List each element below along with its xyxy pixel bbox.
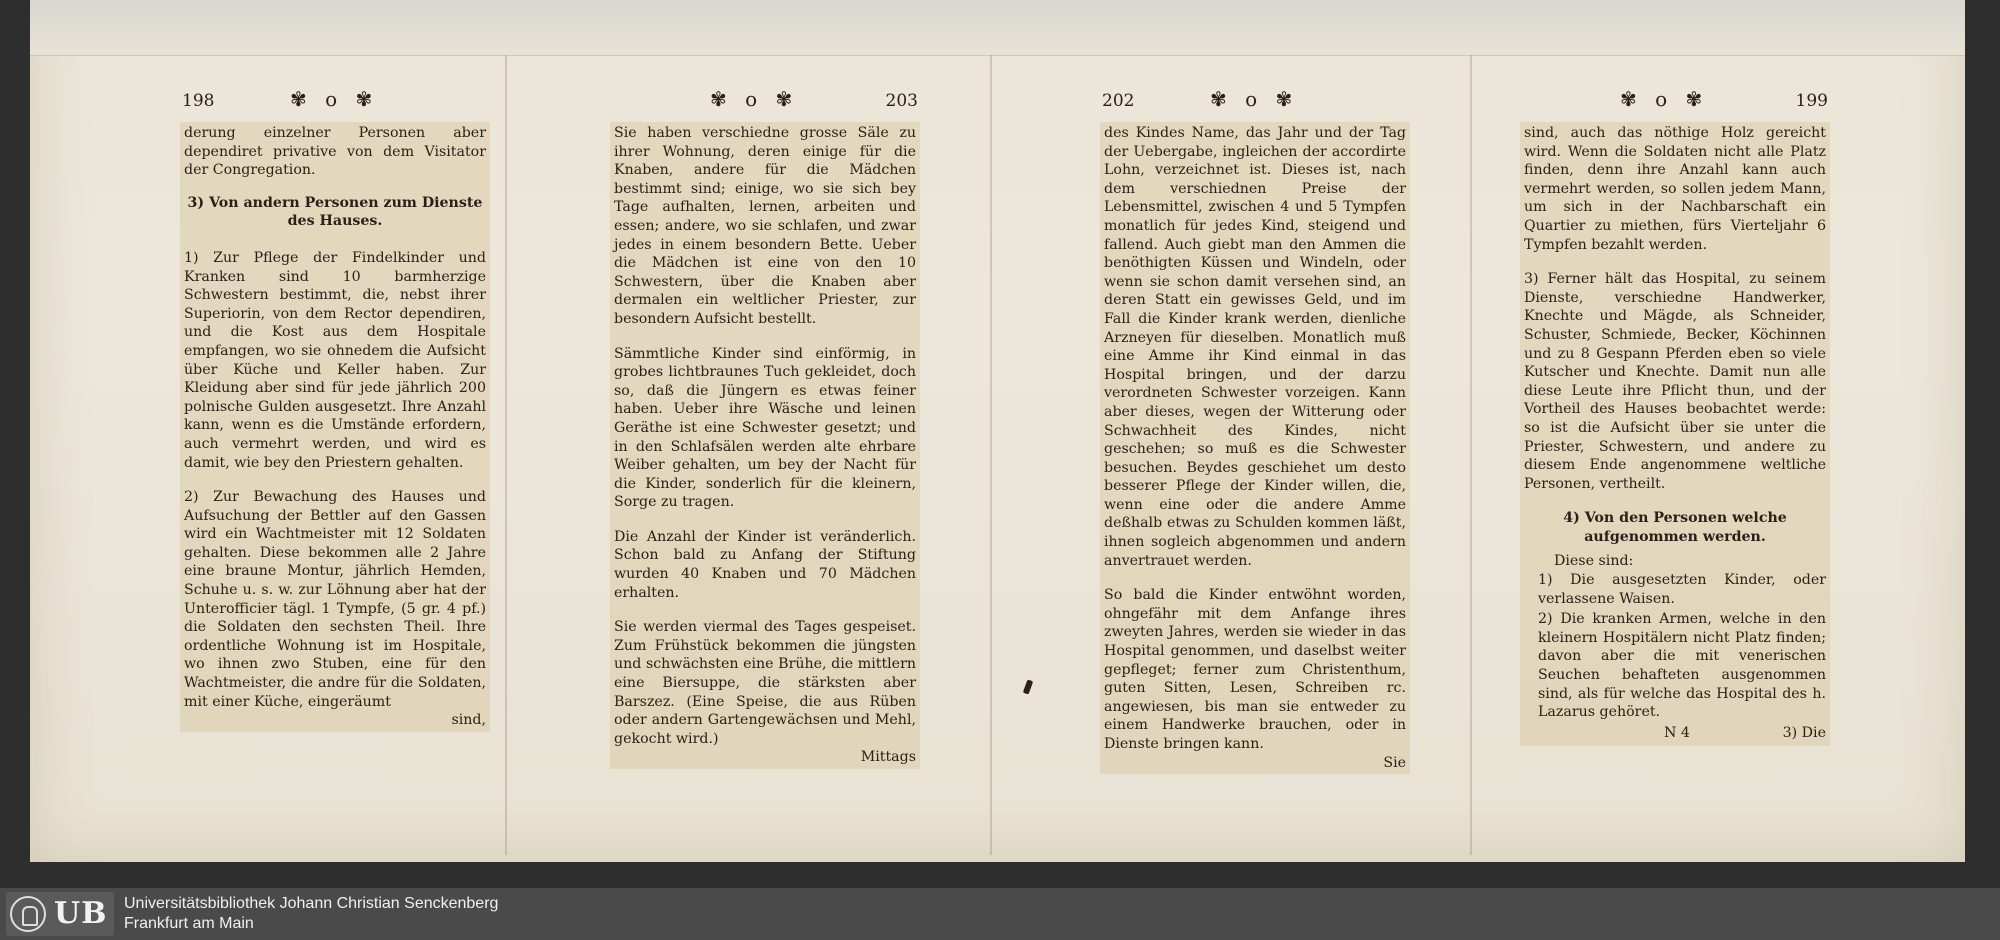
page-202 — [1100, 87, 1410, 774]
paragraph: So bald die Kinder entwöhnt worden, ohngefähr mit dem Anfange ihres zweyten Jahres, werden sie wieder in das Hospital genommen, und daselbst weiter gepfleget; ferner zum Christenthum, guten Sitten, Lesen, Schreiben rc. angewiesen, bis man sie entweder zu einem Handwerke brauchen, oder in Dienste bringen kann. — [1104, 587, 1406, 752]
paragraph: 3) Ferner hält das Hospital, zu seinem Dienste, verschiedne Handwerker, Knechte und Mägde, als Schneider, Schuster, Schmiede, Becker, Köchinnen und zu 8 Gespann Pferden eben so viele Kutscher und Knechte. Damit nun alle diese Leute ihre Pflicht thun, und der Vortheil des Hauses beobachtet werde: so ist die Aufsicht über sie unter die Priester, Schwestern, und andere zu diesem Ende angenommene weltliche Personen, vertheilt. — [1524, 271, 1826, 492]
sheet-top-strip — [30, 0, 1965, 56]
institution-info — [124, 894, 498, 934]
paragraph: Sie haben verschiedne grosse Säle zu ihrer Wohnung, deren einige für die Knaben, andere für die Mädchen bestimmt sind; einige, wo sie sich bey Tage aufhalten, lernen, arbeiten und essen; andere, wo sie schlafen, und zwar jedes in einem besondern Bette. Ueber die Mädchen ist eine von den 10 Schwestern, über die Knaben aber dermalen ein weltlicher Priester, zur besondern Aufsicht bestellt. — [614, 125, 916, 327]
logo-text: UB — [54, 896, 108, 931]
catchword: 3) Die — [1782, 724, 1826, 741]
list-item: 1) Die ausgesetzten Kinder, oder verlassene Waisen. — [1538, 572, 1826, 607]
page-header — [1100, 87, 1410, 116]
library-logo[interactable] — [6, 892, 114, 936]
page-198 — [180, 87, 490, 732]
page-header — [180, 87, 490, 116]
fold-line — [505, 55, 507, 855]
list — [1538, 571, 1826, 722]
signature-mark: N 4 — [1664, 724, 1690, 741]
page-203 — [610, 87, 920, 769]
section-heading: 3) Von andern Personen zum Dienste des Hauses. — [187, 194, 483, 230]
ornament-icon: ✾ o ✾ — [710, 87, 799, 111]
text-block — [180, 122, 490, 732]
paragraph: 2) Zur Bewachung des Hauses und Aufsuchung der Bettler auf den Gassen wird ein Wachtmeister mit 12 Soldaten gehalten. Diese bekommen alle 2 Jahre eine braune Montur, jährlich Hemden, Schuhe u. s. w. zur Löhnung aber hat der Unterofficier tägl. 1 Tympfe, (5 gr. 4 pf.) die Soldaten den sechsten Theil. Ihre ordentliche Wohnung ist im Hospitale, wo ihnen zwo Stuben, eine für den Wachtmeister, die andre für die Soldaten, mit einer Küche, eingeräumt — [184, 489, 486, 710]
ornament-icon: ✾ o ✾ — [1210, 87, 1299, 111]
catchword: Mittags — [860, 749, 916, 766]
paragraph: sind, auch das nöthige Holz gereicht wird. Wenn die Soldaten nicht alle Platz finden, denn ihre Anzahl kann auch vermehrt werden, so sollen jedem Mann, um sich in der Nachbarschaft ein Quartier zu miethen, fürs Vierteljahr 6 Tympfen bezahlt werden. — [1524, 125, 1826, 253]
institution-city: Frankfurt am Main — [124, 915, 254, 932]
page-number: 203 — [885, 91, 918, 111]
institution-name: Universitätsbibliothek Johann Christian Senckenberg — [124, 895, 499, 912]
ornament-icon: ✾ o ✾ — [290, 87, 379, 111]
page-header — [1520, 87, 1830, 116]
text-block — [610, 122, 920, 769]
seal-icon — [10, 896, 46, 932]
paragraph: Sämmtliche Kinder sind einförmig, in grobes lichtbraunes Tuch gekleidet, doch so, daß die Jüngern es etwas feiner haben. Ueber ihre Wäsche und leinen Geräthe ist eine Schwester gesetzt; und in den Schlafsälen werden alte ehrbare Weiber gehalten, um bey der Nacht für die Kinder, sonderlich für die kleinern, Sorge zu tragen. — [614, 345, 916, 511]
page-number: 198 — [182, 91, 215, 111]
paper-sheet — [30, 0, 1965, 862]
ornament-icon: ✾ o ✾ — [1620, 87, 1709, 111]
paragraph: derung einzelner Personen aber dependiret privative von dem Visitator der Congregation. — [184, 125, 486, 179]
text-block — [1520, 122, 1830, 746]
page-number: 199 — [1795, 91, 1828, 111]
footer-bar — [0, 888, 2000, 940]
paragraph: des Kindes Name, das Jahr und der Tag der Uebergabe, ingleichen der accordirte Lohn, verzeichnet ist. Dieses ist, nach dem verschiednen Preise der Lebensmittel, zwischen 4 und 5 Tympfen monatlich für jedes Kind, steigend und fallend. Auch giebt man den Ammen die benöthigten Küssen und Windeln, oder wenn sie schon damit versehen sind, an deren Statt ein gewisses Geld, und im Fall die Kinder krank werden, dienliche Arzneyen für dieselben. Monatlich muß eine Amme ihr Kind einmal in das Hospital bringen, und der darzu verordneten Schwester vorzeigen. Kann aber dieses, wegen der Witterung oder Schwachheit des Kindes, nicht geschehen; so muß es die Schwester besuchen. Beydes geschiehet um desto besserer Pflege der Kinder willen, die, wenn eine oder die andere Amme deßhalb etwas zu Schulden kommen läßt, ihnen sogleich abgenommen und andern anvertrauet werden. — [1104, 125, 1406, 569]
page-header — [610, 87, 920, 116]
catchword: Sie — [1383, 754, 1406, 771]
page-199 — [1520, 87, 1830, 746]
paragraph: 1) Zur Pflege der Findelkinder und Kranken sind 10 barmherzige Schwestern bestimmt, die, nebst ihrer Superiorin, von dem Rector dependiren, und die Kost aus dem Hospitale empfangen, wo sie ohnedem die Aufsicht über Küche und Keller haben. Zur Kleidung aber sind für jede jährlich 200 polnische Gulden ausgesetzt. Ihre Anzahl kann, wenn es die Umstände erfordern, auch vermehrt werden, und wird es damit, wie bey den Priestern gehalten. — [184, 249, 486, 471]
page-number: 202 — [1102, 91, 1135, 111]
list-item: 2) Die kranken Armen, welche in den kleinern Hospitälern nicht Platz finden; davon aber die mit venerischen Seuchen behafteten ausgenommen sind, als für welche das Hospital des h. Lazarus gehöret. — [1538, 611, 1826, 721]
paragraph: Sie werden viermal des Tages gespeiset. Zum Frühstück bekommen die jüngsten und schwächsten eine Brühe, die mittlern eine Biersuppe, die stärksten aber Barszez. (Eine Speise, die aus Rüben oder andern Gartengewächsen und Mehl, gekocht wird.) — [614, 619, 916, 747]
fold-line — [990, 55, 992, 855]
crease-mark — [1023, 679, 1033, 694]
section-heading: 4) Von den Personen welche aufgenommen werden. — [1563, 510, 1787, 545]
list-lead: Diese sind: — [1554, 553, 1634, 570]
fold-line — [1470, 55, 1472, 855]
text-block — [1100, 122, 1410, 774]
catchword: sind, — [451, 712, 486, 729]
signature-line — [1524, 724, 1826, 744]
paragraph: Die Anzahl der Kinder ist veränderlich. Schon bald zu Anfang der Stiftung wurden 40 Knaben und 70 Mädchen erhalten. — [614, 528, 916, 601]
